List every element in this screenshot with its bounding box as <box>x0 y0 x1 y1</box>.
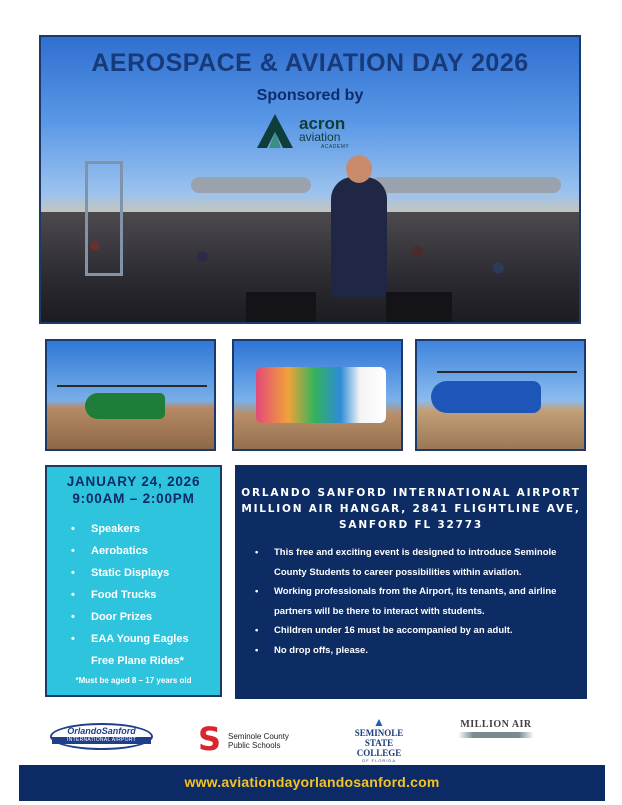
scps-line: Public Schools <box>228 741 281 750</box>
location-details-panel <box>235 465 587 699</box>
acron-aviation-logo <box>255 112 385 154</box>
event-date-time <box>47 473 220 507</box>
scps-line: Seminole County <box>228 732 289 741</box>
speaker-figure <box>331 177 387 297</box>
highlight-box <box>85 161 123 276</box>
location-address <box>235 485 587 533</box>
seminole-state-college-logo <box>344 716 414 763</box>
ssc-line: OF FLORIDA <box>361 758 396 763</box>
sponsored-by-label: Sponsored by <box>256 87 364 104</box>
partner-logos <box>0 712 622 762</box>
list-item: • No drop offs, please. <box>255 641 583 661</box>
wing-icon <box>458 732 534 738</box>
list-item: • Speakers <box>71 518 189 540</box>
acron-tag: ACADEMY <box>321 144 350 150</box>
stage-speaker-left <box>246 292 316 324</box>
acron-name: acron <box>299 114 346 133</box>
flame-icon: ▲ <box>373 715 385 729</box>
scps-s-icon: S <box>198 720 222 758</box>
rotor-graphic <box>57 385 207 387</box>
event-info-panel <box>45 465 222 697</box>
hero-photo <box>39 35 581 324</box>
event-time: 9:00AM – 2:00PM <box>72 491 195 506</box>
website-link[interactable]: www.aviationdayorlandosanford.com <box>184 774 440 790</box>
bus-graphic <box>256 367 386 423</box>
list-item: • EAA Young Eagles <box>71 628 189 650</box>
list-item: • Door Prizes <box>71 606 189 628</box>
address-line: SANFORD FL 32773 <box>339 519 483 531</box>
age-note: *Must be aged 8 – 17 years old <box>75 676 192 685</box>
airplane-graphic <box>191 177 311 193</box>
helicopter-graphic <box>85 393 165 419</box>
address-line: MILLION AIR HANGAR, 2841 FLIGHTLINE AVE, <box>241 503 581 515</box>
footer-bar <box>19 765 605 801</box>
details-list <box>255 543 583 660</box>
list-item: • Working professionals from the Airport, its tenants, and airline partners will be there to interact with students. <box>255 582 583 621</box>
list-item: • This free and exciting event is designed to introduce Seminole County Students to career possibilities within aviation. <box>255 543 583 582</box>
activities-list <box>71 518 189 672</box>
list-item: Free Plane Rides* <box>91 655 184 667</box>
airplane-graphic <box>371 177 561 193</box>
million-air-name: MILLION AIR <box>460 719 532 730</box>
stage-speaker-right <box>386 292 452 324</box>
list-item: • Children under 16 must be accompanied by an adult. <box>255 621 583 641</box>
ssc-line: STATE COLLEGE <box>356 738 402 758</box>
photo-bus <box>232 339 403 451</box>
orlando-sanford-logo <box>50 723 153 750</box>
photo-green-helicopter <box>45 339 216 451</box>
osa-subtitle: INTERNATIONAL AIRPORT <box>52 737 151 744</box>
acron-mark-icon <box>255 112 295 150</box>
rotor-graphic <box>437 371 577 373</box>
event-title: AEROSPACE & AVIATION DAY 2026 <box>91 49 529 77</box>
list-item: • Food Trucks <box>71 584 189 606</box>
scps-name <box>228 732 289 750</box>
osa-name: OrlandoSanford <box>67 726 136 736</box>
event-date: JANUARY 24, 2026 <box>66 474 201 489</box>
list-item: • Static Displays <box>71 562 189 584</box>
list-item: • Aerobatics <box>71 540 189 562</box>
ssc-line: SEMINOLE <box>354 728 404 738</box>
acron-sub: aviation <box>299 130 341 144</box>
photo-blue-helicopter <box>415 339 586 451</box>
helicopter-graphic <box>431 381 541 413</box>
address-line: ORLANDO SANFORD INTERNATIONAL AIRPORT <box>241 487 581 499</box>
million-air-logo <box>458 719 534 738</box>
